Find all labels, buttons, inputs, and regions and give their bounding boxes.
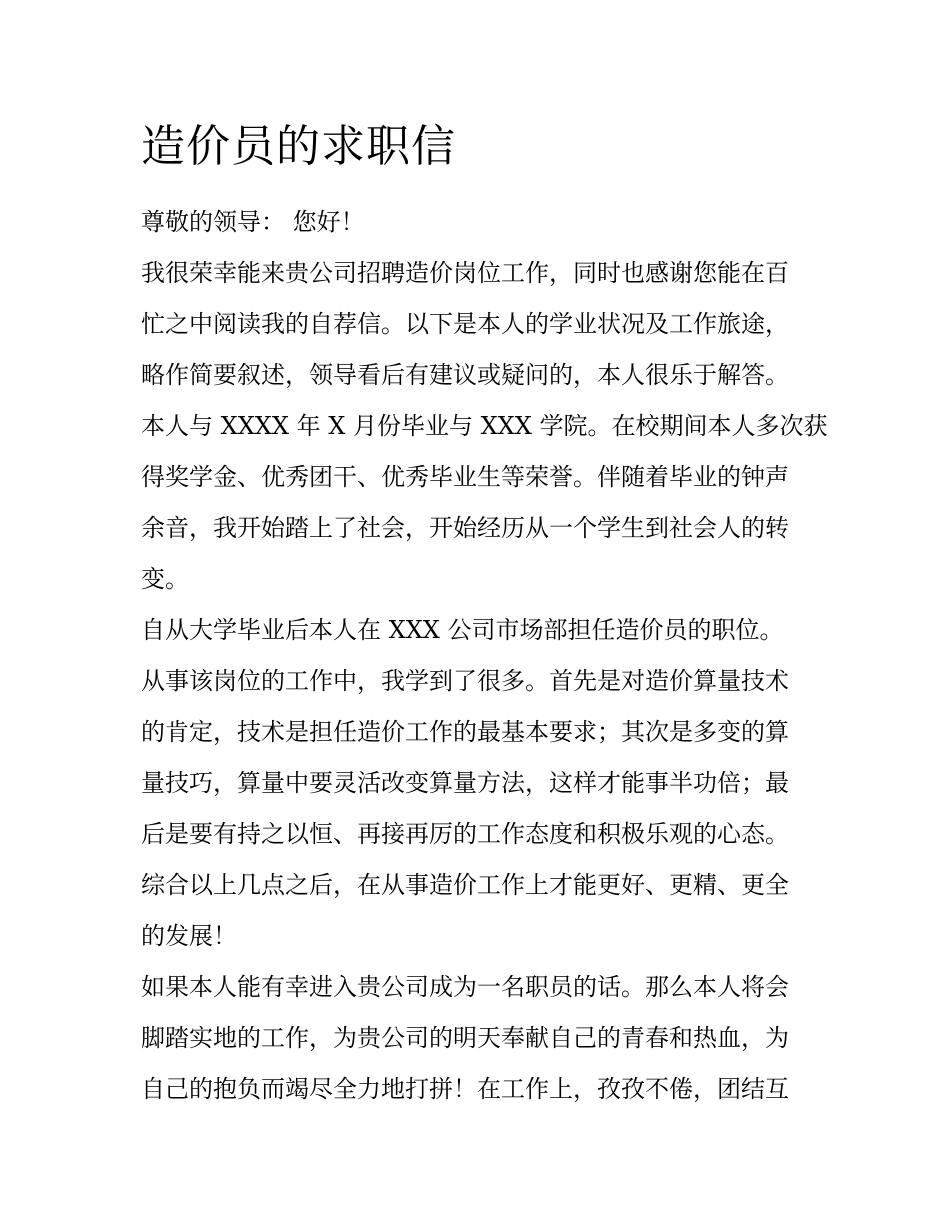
text-line: 尊敬的领导： 您好！ [141,208,365,236]
text-line: 变。 [141,565,189,593]
text-line: 的肯定，技术是担任造价工作的最基本要求；其次是多变的算 [141,718,789,746]
text-line: 从事该岗位的工作中，我学到了很多。首先是对造价算量技术 [141,667,789,695]
text-line: 自从大学毕业后本人在 XXX 公司市场部担任造价员的职位。 [141,616,784,644]
text-line: 如果本人能有幸进入贵公司成为一名职员的话。那么本人将会 [141,973,789,1001]
text-line: 本人与 XXXX 年 X 月份毕业与 XXX 学院。在校期间本人多次获 [141,412,828,440]
text-line: 余音，我开始踏上了社会，开始经历从一个学生到社会人的转 [141,514,789,542]
text-line: 忙之中阅读我的自荐信。以下是本人的学业状况及工作旅途， [141,310,789,338]
text-line: 量技巧，算量中要灵活改变算量方法，这样才能事半功倍；最 [141,769,789,797]
text-line: 得奖学金、优秀团干、优秀毕业生等荣誉。伴随着毕业的钟声 [141,463,789,491]
text-line: 自己的抱负而竭尽全力地打拼！在工作上，孜孜不倦，团结互 [141,1075,789,1103]
text-line: 略作简要叙述，领导看后有建议或疑问的，本人很乐于解答。 [141,361,789,389]
text-line: 综合以上几点之后，在从事造价工作上才能更好、更精、更全 [141,871,789,899]
text-line: 后是要有持之以恒、再接再厉的工作态度和积极乐观的心态。 [141,820,789,848]
document-body [141,197,828,1115]
text-line: 我很荣幸能来贵公司招聘造价岗位工作，同时也感谢您能在百 [141,259,789,287]
document-title: 造价员的求职信 [141,121,456,172]
text-line: 的发展！ [141,922,237,950]
text-line: 脚踏实地的工作，为贵公司的明天奉献自己的青春和热血，为 [141,1024,789,1052]
